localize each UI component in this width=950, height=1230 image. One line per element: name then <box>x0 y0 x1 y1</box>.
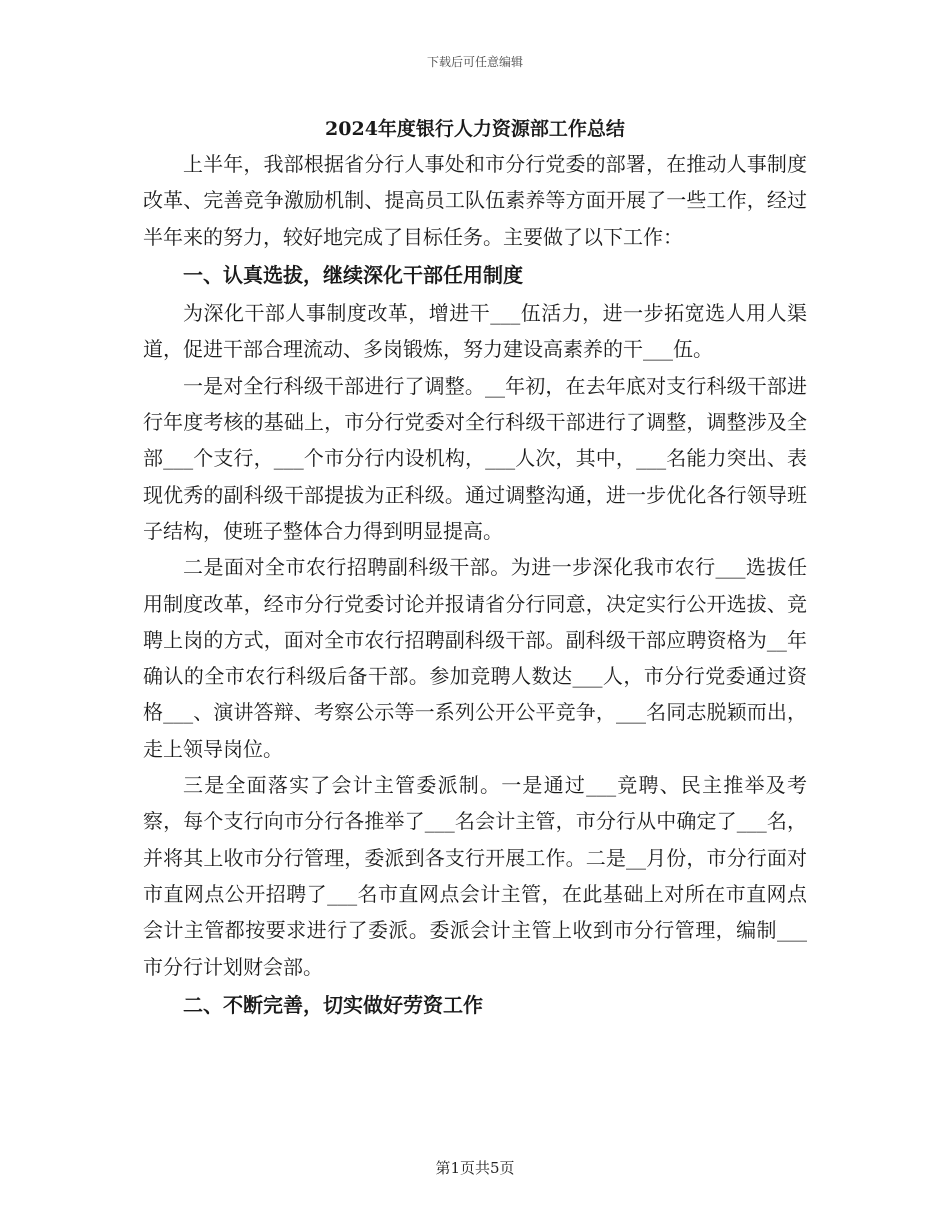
page-header-note: 下载后可任意编辑 <box>426 55 523 69</box>
paragraph-item-3: 三是全面落实了会计主管委派制。一是通过___竞聘、民主推举及考察，每个支行向市分行各推举了___名会计主管，市分行从中确定了___名，并将其上收市分行管理，委派到各支行开展工作。二是__月份，市分行面对市直网点公开招聘了___名市直网点会计主管，在此基础上对所在市直网点会计主管都按要求进行了委派。委派会计主管上收到市分行管理，编制___市分行计划财会部。 <box>143 773 807 979</box>
document-title: 2024年度银行人力资源部工作总结 <box>325 118 625 140</box>
section-heading-1: 一、认真选拔，继续深化干部任用制度 <box>183 262 523 287</box>
section-heading-2: 二、不断完善，切实做好劳资工作 <box>183 992 483 1017</box>
page-indicator: 第1页共5页 <box>435 1159 515 1177</box>
document-body <box>143 146 807 1025</box>
paragraph-intro: 上半年，我部根据省分行人事处和市分行党委的部署，在推动人事制度改革、完善竞争激励机制、提高员工队伍素养等方面开展了一些工作，经过半年来的努力，较好地完成了目标任务。主要做了以下工作： <box>143 152 807 249</box>
paragraph-item-1: 一是对全行科级干部进行了调整。__年初，在去年底对支行科级干部进行年度考核的基础上，市分行党委对全行科级干部进行了调整，调整涉及全部___个支行，___个市分行内设机构，___人次，其中，___名能力突出、表现优秀的副科级干部提拔为正科级。通过调整沟通，进一步优化各行领导班子结构，使班子整体合力得到明显提高。 <box>143 373 807 543</box>
paragraph-section1-intro: 为深化干部人事制度改革，增进干___伍活力，进一步拓宽选人用人渠道，促进干部合理流动、多岗锻炼，努力建设高素养的干___伍。 <box>143 301 807 362</box>
paragraph-item-2: 二是面对全市农行招聘副科级干部。为进一步深化我市农行___选拔任用制度改革，经市分行党委讨论并报请省分行同意，决定实行公开选拔、竞聘上岗的方式，面对全市农行招聘副科级干部。副科级干部应聘资格为__年确认的全市农行科级后备干部。参加竞聘人数达___人，市分行党委通过资格___、演讲答辩、考察公示等一系列公开公平竞争，___名同志脱颖而出，走上领导岗位。 <box>143 555 807 761</box>
